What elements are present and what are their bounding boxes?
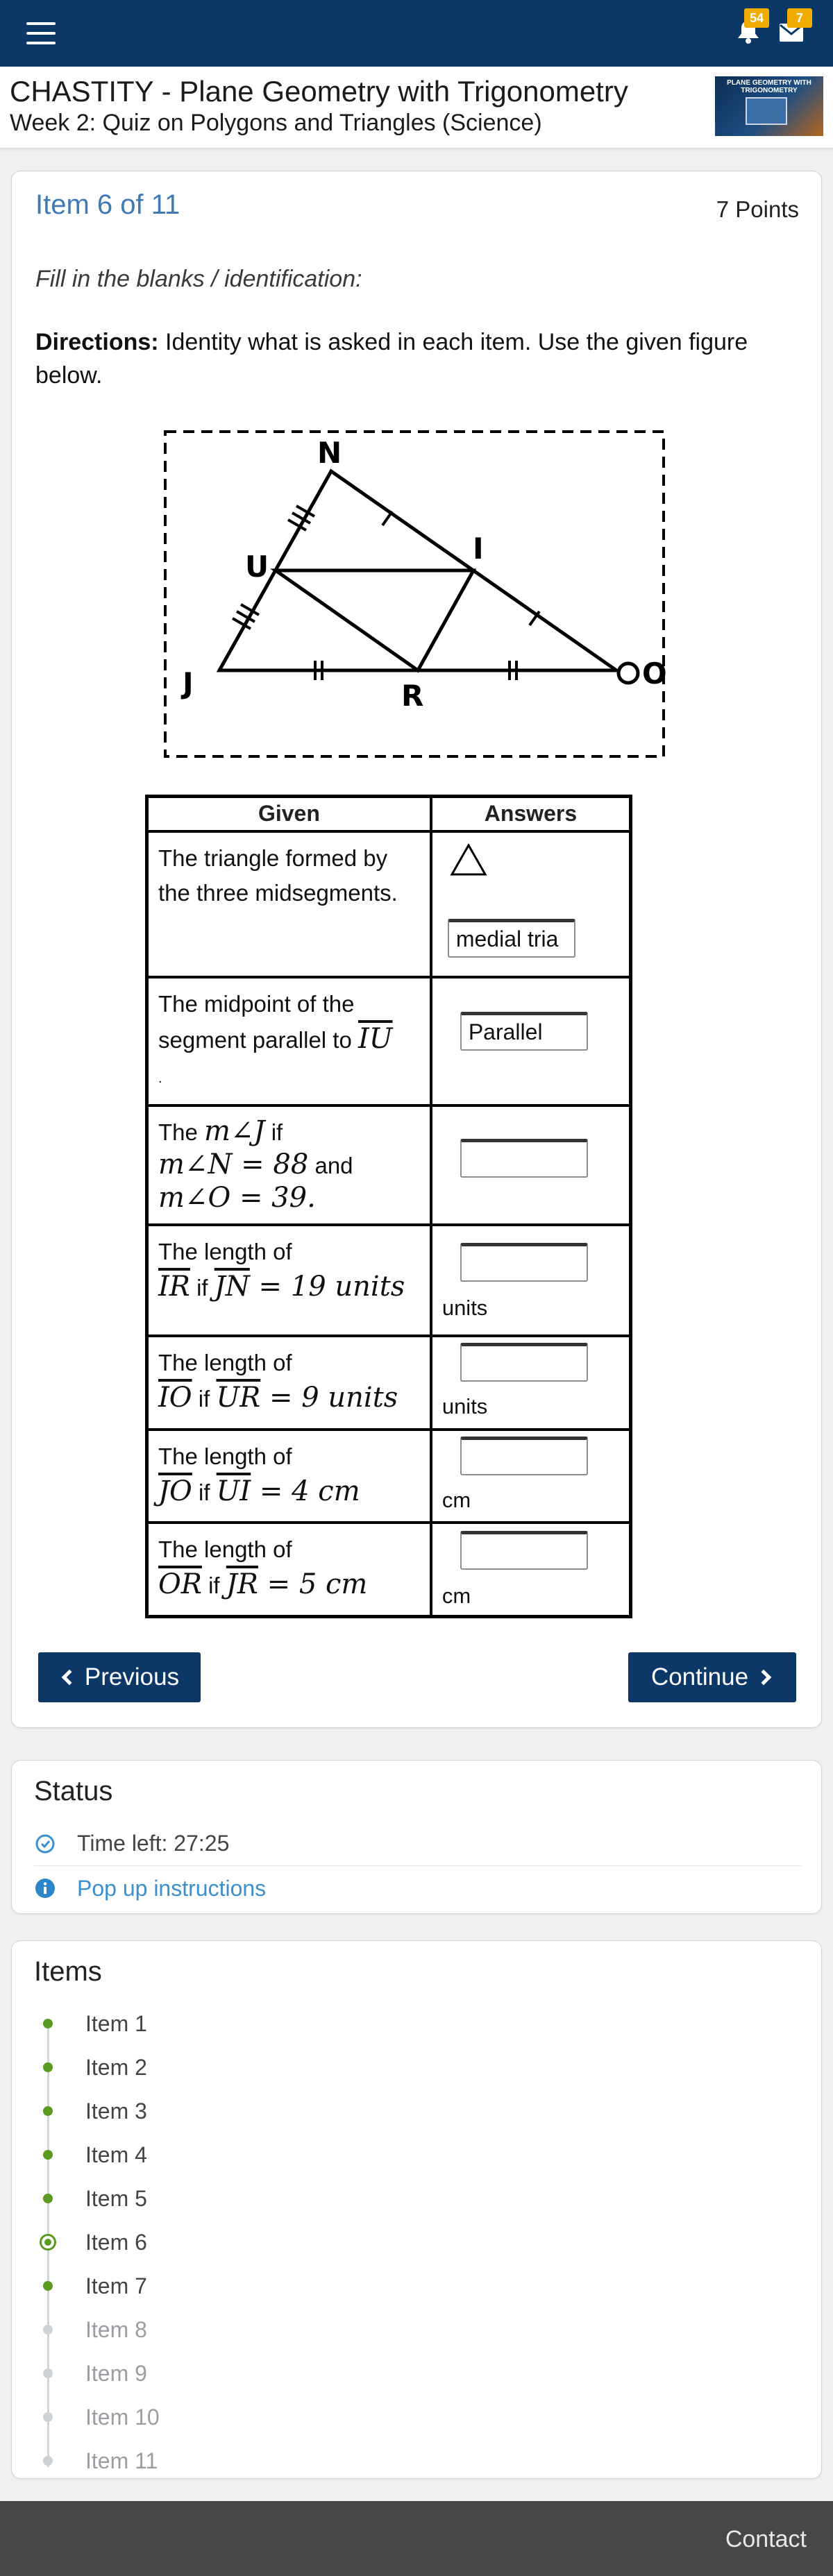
notifications-badge: 54 [744, 8, 769, 28]
label-o: O [642, 656, 667, 690]
answer-input-5[interactable] [460, 1343, 588, 1382]
given-cell [147, 1336, 431, 1430]
continue-label: Continue [650, 1663, 749, 1690]
answer-input-6[interactable] [460, 1437, 588, 1475]
notifications-button[interactable] [734, 11, 764, 46]
course-thumbnail [715, 76, 823, 136]
item-label: Item 8 [85, 2316, 147, 2342]
unit-label: cm [441, 1583, 471, 1608]
items-list[interactable] [34, 2006, 798, 2473]
item-status-dot [34, 2185, 62, 2212]
label-r: R [401, 679, 424, 713]
previous-label: Previous [84, 1663, 180, 1690]
given-text: if [192, 1479, 217, 1505]
item-label: Item 2 [85, 2054, 147, 2080]
item-status-dot [34, 2316, 62, 2344]
table-row [147, 977, 631, 1105]
list-item[interactable] [34, 2137, 451, 2172]
question-type: Fill in the blanks / identification: [35, 266, 362, 292]
item-status-dot [34, 2097, 62, 2125]
clock-icon [34, 1833, 56, 1855]
list-item[interactable] [34, 2006, 451, 2041]
given-math: $\overline{OR}$ [158, 1568, 202, 1600]
given-math: $\overline{UI}$ [216, 1475, 251, 1507]
time-left: Time left: 27:25 [77, 1831, 230, 1856]
header-answers: Answers [431, 797, 631, 831]
list-item[interactable] [34, 2356, 451, 2391]
answer-cell [431, 1523, 631, 1617]
chevron-left-icon [62, 1670, 78, 1686]
messages-badge: 7 [787, 8, 812, 28]
given-text: The length of [158, 1536, 292, 1562]
messages-button[interactable] [777, 11, 805, 46]
previous-button[interactable] [38, 1652, 201, 1702]
given-text: The length of [158, 1443, 292, 1469]
given-math: m∠J [204, 1115, 265, 1147]
status-heading: Status [34, 1776, 113, 1806]
continue-button[interactable] [628, 1652, 796, 1702]
item-label: Item 6 [85, 2229, 147, 2255]
directions-label: Directions: [35, 329, 159, 355]
given-math: = 19 units [249, 1270, 405, 1303]
given-math: m∠N = 88 [158, 1148, 309, 1180]
given-cell: The midpoint of the segment parallel to $\overline{IU}$ . [147, 977, 431, 1105]
list-item[interactable] [34, 2050, 451, 2085]
given-text: The triangle formed by the three midsegments. [158, 845, 398, 906]
given-math: = 4 cm [251, 1475, 360, 1507]
tick-marks-no [382, 511, 539, 625]
thumbnail-screen-icon [746, 97, 787, 125]
label-n: N [317, 436, 342, 470]
given-math: $\overline{JR}$ [226, 1568, 258, 1600]
given-cell [147, 1225, 431, 1336]
item-status-dot [34, 2403, 62, 2431]
given-cell [147, 1523, 431, 1617]
directions-text: Identity what is asked in each item. Use the given figure below. [35, 329, 748, 389]
label-j: J [183, 666, 194, 700]
item-label: Item 3 [85, 2098, 147, 2124]
items-heading: Items [34, 1956, 102, 1987]
status-card [11, 1760, 822, 1914]
list-item[interactable] [34, 2094, 451, 2128]
given-math: $\overline{IO}$ [158, 1381, 192, 1414]
given-math: m∠O = 39. [158, 1181, 316, 1214]
unit-label: units [441, 1295, 488, 1320]
item-status-dot [34, 2447, 62, 2475]
item-label: Item 5 [85, 2185, 147, 2211]
item-status-dot [34, 2359, 62, 2387]
given-math: $\overline{JN}$ [214, 1270, 250, 1303]
question-card [11, 171, 822, 1728]
item-label: Item 10 [85, 2404, 160, 2430]
table-row [147, 1523, 631, 1617]
medial-triangle [276, 570, 473, 670]
given-math: $\overline{UR}$ [216, 1381, 261, 1414]
given-text: if [192, 1385, 217, 1412]
list-item[interactable] [34, 2312, 451, 2347]
item-status-dot [34, 2272, 62, 2300]
given-math: = 9 units [260, 1381, 398, 1414]
answer-cell [431, 1336, 631, 1430]
triangle-figure [163, 430, 666, 759]
given-math: $\overline{IR}$ [158, 1270, 190, 1303]
answer-cell [431, 831, 631, 977]
label-u: U [245, 550, 269, 584]
given-cell [147, 1105, 431, 1225]
answer-input-4[interactable] [460, 1243, 588, 1282]
question-directions [35, 325, 785, 392]
given-text: if [264, 1119, 283, 1145]
table-row [147, 1105, 631, 1225]
top-bar [0, 0, 833, 67]
time-left-row [34, 1822, 802, 1866]
answer-cell [431, 1225, 631, 1336]
answer-cell [431, 1105, 631, 1225]
footer [0, 2501, 833, 2576]
chevron-right-icon [756, 1670, 772, 1686]
triangle-symbol-icon [449, 842, 488, 877]
answer-input-1[interactable] [448, 919, 575, 958]
item-status-dot [34, 2141, 62, 2169]
item-label: Item 1 [85, 2010, 147, 2036]
item-label: Item 11 [85, 2448, 158, 2473]
items-card [11, 1940, 822, 2479]
course-header [0, 67, 833, 149]
list-item[interactable] [34, 2181, 451, 2216]
answer-input-7[interactable] [460, 1531, 588, 1570]
list-item[interactable] [34, 2400, 451, 2434]
label-i: I [473, 532, 484, 566]
answer-cell [431, 977, 631, 1105]
table-row [147, 1336, 631, 1430]
given-text: The length of [158, 1349, 292, 1375]
given-cell [147, 831, 431, 977]
header-given: Given [147, 797, 431, 831]
item-points: 7 Points [716, 196, 799, 222]
given-cell [147, 1430, 431, 1523]
list-item[interactable] [34, 2443, 451, 2478]
answer-input-2[interactable] [460, 1012, 588, 1051]
answer-input-3[interactable] [460, 1139, 588, 1178]
popup-instructions-row[interactable] [34, 1866, 802, 1910]
popup-instructions-link[interactable]: Pop up instructions [77, 1875, 267, 1901]
item-counter: Item 6 of 11 [35, 189, 180, 220]
point-o-marker [619, 663, 638, 683]
unit-label: cm [441, 1487, 471, 1512]
given-math: = 5 cm [258, 1568, 368, 1600]
list-item[interactable] [34, 2269, 451, 2303]
item-label: Item 4 [85, 2142, 147, 2167]
item-status-dot [34, 2053, 62, 2081]
table-row [147, 1225, 631, 1336]
table-row [147, 1430, 631, 1523]
list-item-current[interactable] [34, 2225, 451, 2260]
given-math: $\overline{JO}$ [158, 1475, 192, 1507]
given-text: and [308, 1152, 353, 1178]
info-icon [34, 1877, 56, 1899]
item-current-dot [34, 2228, 62, 2256]
unit-label: units [441, 1393, 488, 1418]
item-status-dot [34, 2010, 62, 2037]
item-label: Item 7 [85, 2273, 147, 2298]
quiz-subtitle: Week 2: Quiz on Polygons and Triangles (Science) [10, 110, 542, 136]
given-text: The midpoint of the segment parallel to [158, 990, 358, 1053]
table-row [147, 831, 631, 977]
given-math: $\overline{IU}$ [358, 1022, 393, 1055]
given-text: The length of [158, 1238, 292, 1264]
given-text: The [158, 1119, 205, 1145]
answer-table [145, 795, 632, 1618]
item-label: Item 9 [85, 2360, 147, 2386]
given-text: if [201, 1572, 226, 1598]
menu-icon[interactable] [26, 22, 56, 44]
given-text: if [190, 1274, 214, 1300]
contact-link[interactable]: Contact [725, 2526, 807, 2552]
thumbnail-caption: PLANE GEOMETRY WITH TRIGONOMETRY [727, 79, 811, 94]
course-title[interactable]: CHASTITY - Plane Geometry with Trigonometry [10, 75, 628, 108]
answer-cell [431, 1430, 631, 1523]
